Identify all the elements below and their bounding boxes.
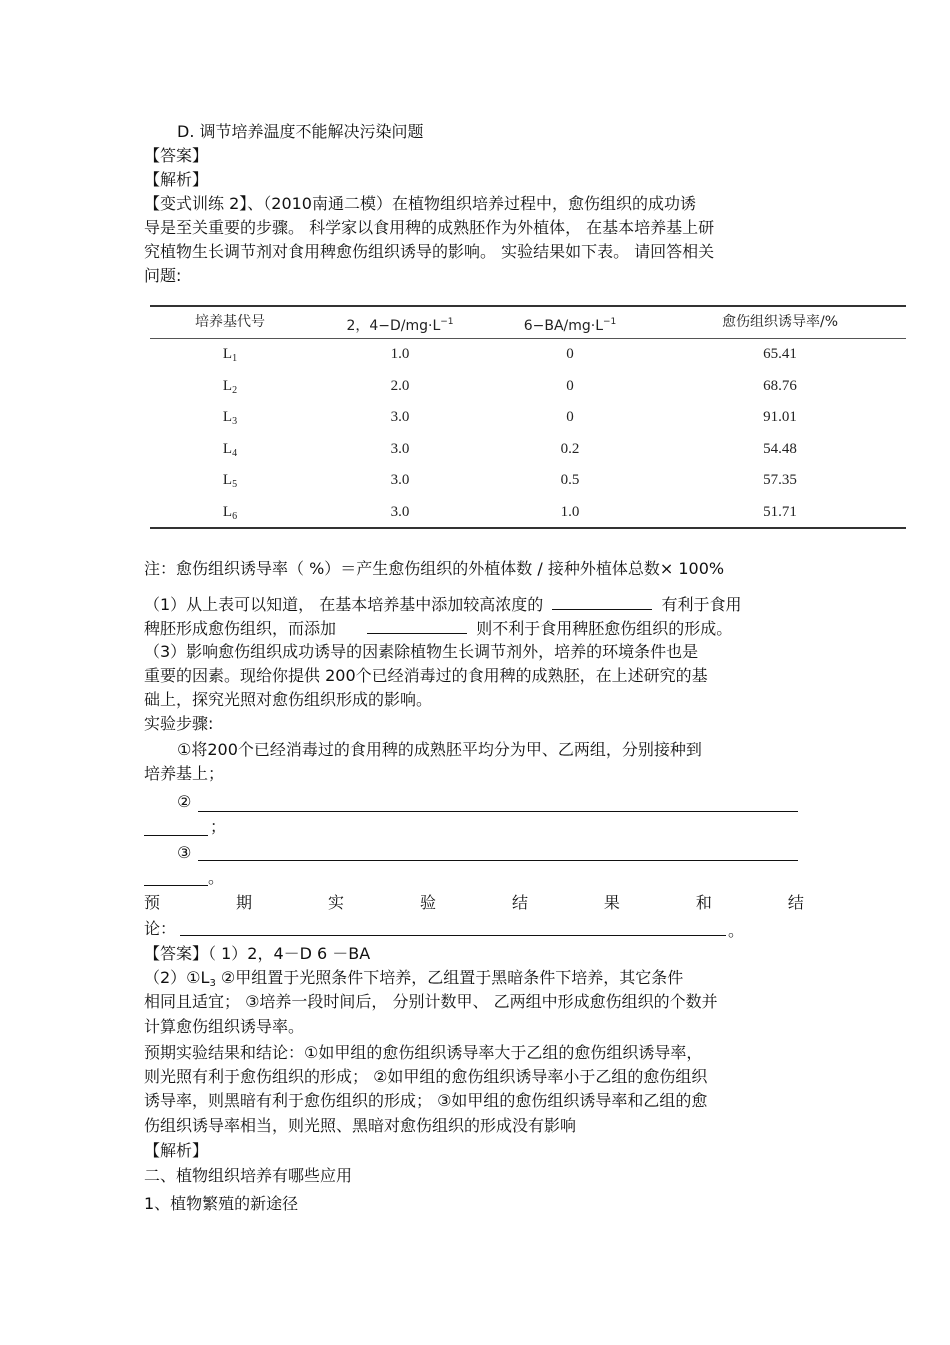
predict-label: 论： [144,919,177,938]
cell-6ba: 0.5 [560,472,580,488]
question-1-line: 稗胚形成愈伤组织，而添加 则不利于食用稗胚愈伤组织的形成。 [144,619,733,638]
cell-6ba: 0 [566,346,574,362]
answer-blank[interactable] [552,593,652,610]
predict-heading: 预 期 实 验 结 果 和 结 [144,893,804,912]
step-1-line: ①将200个已经消毒过的食用稗的成熟胚平均分为甲、乙两组，分别接种到 [177,740,702,759]
step-3-end: 。 [208,868,225,887]
variant-text-line: 究植物生长调节剂对食用稗愈伤组织诱导的影响。 实验结果如下表。 请回答相关 [144,242,715,261]
cell-rate: 54.48 [763,441,797,457]
section-heading: 二、植物组织培养有哪些应用 [144,1166,353,1185]
cell-rate: 65.41 [763,346,797,362]
cell-code: $L_4$ [222,441,238,459]
cell-rate: 68.76 [763,378,797,394]
cell-6ba: 0.2 [560,441,580,457]
step-3-number: ③ [177,843,192,862]
table-top-rule [150,305,906,307]
cell-6ba: 0 [566,409,574,425]
answer-line: 【答案】（ 1）2，4－D 6 －BA [144,944,371,963]
analysis-label: 【解析】 [144,1141,209,1160]
step-2-end: ； [210,817,227,836]
table-header-rule [150,338,906,339]
section-item: 1、植物繁殖的新途径 [144,1194,299,1213]
table-bottom-rule [150,527,906,529]
answer-line: 诱导率，则黑暗有利于愈伤组织的形成； ③如甲组的愈伤组织诱导率和乙组的愈 [144,1091,708,1110]
cell-24d: 3.0 [390,409,410,425]
steps-label: 实验步骤: [144,714,214,733]
header-code: 培养基代号 [195,314,265,330]
cell-24d: 3.0 [390,441,410,457]
cell-code: $L_2$ [222,378,238,396]
step-3-blank-continued[interactable] [144,885,208,886]
question-1-line: （1）从上表可以知道， 在基本培养基中添加较高浓度的 有利于食用 [144,595,742,614]
cell-6ba: 0 [566,378,574,394]
predict-end: 。 [728,921,745,940]
question-3-line: 重要的因素。现给你提供 200个已经消毒过的食用稗的成熟胚，在上述研究的基 [144,666,708,685]
cell-rate: 57.35 [763,472,797,488]
question-3-line: 础上，探究光照对愈伤组织形成的影响。 [144,690,433,709]
question-3-line: （3）影响愈伤组织成功诱导的因素除植物生长调节剂外，培养的环境条件也是 [144,642,699,661]
answer-blank[interactable] [367,617,467,634]
variant-text-line: 问题: [144,266,182,285]
cell-code: $L_5$ [222,472,238,490]
answer-line: 则光照有利于愈伤组织的形成； ②如甲组的愈伤组织诱导率小于乙组的愈伤组织 [144,1067,708,1086]
cell-24d: 3.0 [390,472,410,488]
header-rate: 愈伤组织诱导率/% [721,314,839,330]
answer-line: 预期实验结果和结论：①如甲组的愈伤组织诱导率大于乙组的愈伤组织诱导率， [144,1043,703,1062]
cell-code: $L_6$ [222,504,238,522]
analysis-label: 【解析】 [144,170,209,189]
cell-6ba: 1.0 [560,504,580,520]
cell-rate: 91.01 [763,409,797,425]
cell-24d: 1.0 [390,346,410,362]
step-2-blank[interactable] [198,811,798,812]
variant-text-line: 导是至关重要的步骤。 科学家以食用稗的成熟胚作为外植体， 在基本培养基上研 [144,218,715,237]
cell-code: $L_3$ [222,409,238,427]
cell-code: $L_1$ [222,346,238,364]
cell-24d: 2.0 [390,378,410,394]
cell-rate: 51.71 [763,504,797,520]
step-3-blank[interactable] [198,860,798,861]
step-1-line: 培养基上； [144,764,225,783]
answer-line: 伤组织诱导率相当，则光照、黑暗对愈伤组织的形成没有影响 [144,1116,577,1135]
header-6ba: $6-BA/mg\cdot L^{-1}$ [523,317,617,334]
cell-24d: 3.0 [390,504,410,520]
predict-blank[interactable] [180,935,726,936]
variant-text-line: 【变式训练 2】、（2010南通二模）在植物组织培养过程中，愈伤组织的成功诱 [144,194,696,213]
step-2-blank-continued[interactable] [144,835,208,836]
answer-line: 计算愈伤组织诱导率。 [144,1017,305,1036]
answer-line: 相同且适宜； ③培养一段时间后， 分别计数甲、 乙两组中形成愈伤组织的个数并 [144,992,718,1011]
header-24d: 2，$4-D/mg\cdot L^{-1}$ [346,317,454,334]
step-2-number: ② [177,792,192,811]
option-d: D. 调节培养温度不能解决污染问题 [177,122,424,141]
answer-label: 【答案】 [144,146,209,165]
answer-line: $(2)①L_3$ ②甲组置于光照条件下培养，乙组置于黑暗条件下培养，其它条件 [144,968,684,989]
table-note: 注：愈伤组织诱导率（ %）＝产生愈伤组织的外植体数 / 接种外植体总数× 100% [144,559,725,578]
